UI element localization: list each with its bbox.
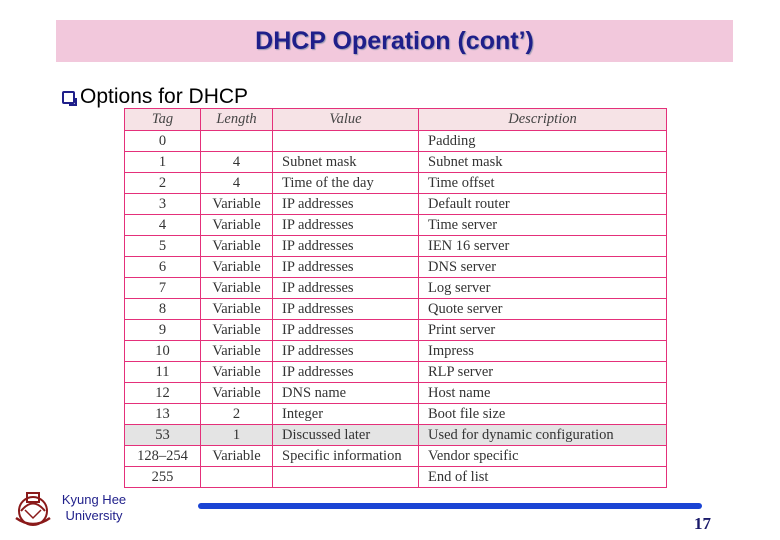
cell-value: DNS name [273, 383, 419, 404]
table-body [125, 131, 667, 488]
cell-length: Variable [201, 215, 273, 236]
cell-value: Time of the day [273, 173, 419, 194]
cell-tag: 6 [125, 257, 201, 278]
cell-tag: 3 [125, 194, 201, 215]
cell-description: Vendor specific [419, 446, 667, 467]
header-value: Value [273, 109, 419, 131]
cell-tag: 0 [125, 131, 201, 152]
table-row [125, 404, 667, 425]
title-band [56, 20, 733, 62]
cell-tag: 13 [125, 404, 201, 425]
table-row [125, 425, 667, 446]
cell-description: Print server [419, 320, 667, 341]
cell-value: Discussed later [273, 425, 419, 446]
cell-description: Padding [419, 131, 667, 152]
cell-description: Boot file size [419, 404, 667, 425]
cell-description: Time server [419, 215, 667, 236]
cell-length: Variable [201, 446, 273, 467]
cell-length: Variable [201, 194, 273, 215]
table-row [125, 194, 667, 215]
cell-description: Impress [419, 341, 667, 362]
cell-tag: 1 [125, 152, 201, 173]
page-number: 17 [694, 514, 711, 533]
cell-length: Variable [201, 341, 273, 362]
table-row [125, 299, 667, 320]
table-row [125, 257, 667, 278]
cell-description: Used for dynamic configuration [419, 425, 667, 446]
cell-tag: 9 [125, 320, 201, 341]
cell-description: Host name [419, 383, 667, 404]
cell-tag: 10 [125, 341, 201, 362]
cell-length: Variable [201, 278, 273, 299]
checkbox-bullet-icon [62, 91, 75, 104]
cell-value: IP addresses [273, 320, 419, 341]
table-row [125, 131, 667, 152]
footer-university-line2: University [65, 508, 123, 523]
dhcp-options-table [124, 108, 667, 488]
cell-length: Variable [201, 320, 273, 341]
table-row [125, 467, 667, 488]
cell-description: Log server [419, 278, 667, 299]
dhcp-options-table-container [124, 108, 666, 494]
cell-description: RLP server [419, 362, 667, 383]
cell-value: IP addresses [273, 278, 419, 299]
table-row [125, 152, 667, 173]
cell-length: 4 [201, 173, 273, 194]
cell-value: Specific information [273, 446, 419, 467]
table-row [125, 383, 667, 404]
cell-description: Time offset [419, 173, 667, 194]
cell-tag: 53 [125, 425, 201, 446]
cell-tag: 128–254 [125, 446, 201, 467]
cell-tag: 12 [125, 383, 201, 404]
cell-value: IP addresses [273, 362, 419, 383]
cell-description: IEN 16 server [419, 236, 667, 257]
cell-value: Subnet mask [273, 152, 419, 173]
cell-tag: 7 [125, 278, 201, 299]
cell-length: 2 [201, 404, 273, 425]
header-description: Description [419, 109, 667, 131]
table-row [125, 446, 667, 467]
footer-university-name [55, 492, 133, 524]
table-row [125, 341, 667, 362]
cell-length: Variable [201, 257, 273, 278]
cell-tag: 11 [125, 362, 201, 383]
cell-description: End of list [419, 467, 667, 488]
footer-university-line1: Kyung Hee [61, 492, 127, 507]
header-tag: Tag [125, 109, 201, 131]
cell-description: DNS server [419, 257, 667, 278]
cell-value: IP addresses [273, 257, 419, 278]
cell-value: IP addresses [273, 236, 419, 257]
cell-tag: 4 [125, 215, 201, 236]
cell-tag: 255 [125, 467, 201, 488]
cell-value: IP addresses [273, 215, 419, 236]
cell-length: 4 [201, 152, 273, 173]
cell-length [201, 467, 273, 488]
cell-length: Variable [201, 362, 273, 383]
cell-tag: 8 [125, 299, 201, 320]
slide-title: DHCP Operation (cont’) [255, 26, 534, 55]
cell-length: Variable [201, 383, 273, 404]
table-row [125, 278, 667, 299]
cell-length: 1 [201, 425, 273, 446]
header-length: Length [201, 109, 273, 131]
cell-length: Variable [201, 299, 273, 320]
cell-value [273, 131, 419, 152]
cell-length [201, 131, 273, 152]
table-row [125, 215, 667, 236]
cell-value: IP addresses [273, 341, 419, 362]
cell-tag: 2 [125, 173, 201, 194]
cell-value: IP addresses [273, 194, 419, 215]
table-header-row [125, 109, 667, 131]
table-row [125, 362, 667, 383]
cell-value: IP addresses [273, 299, 419, 320]
cell-value [273, 467, 419, 488]
table-row [125, 236, 667, 257]
cell-tag: 5 [125, 236, 201, 257]
cell-description: Quote server [419, 299, 667, 320]
footer-divider [198, 503, 702, 509]
cell-value: Integer [273, 404, 419, 425]
cell-description: Default router [419, 194, 667, 215]
bullet-text: Options for DHCP [80, 85, 249, 108]
cell-description: Subnet mask [419, 152, 667, 173]
university-seal-icon [12, 488, 54, 530]
cell-length: Variable [201, 236, 273, 257]
table-row [125, 173, 667, 194]
bullet-item [62, 84, 248, 110]
table-row [125, 320, 667, 341]
